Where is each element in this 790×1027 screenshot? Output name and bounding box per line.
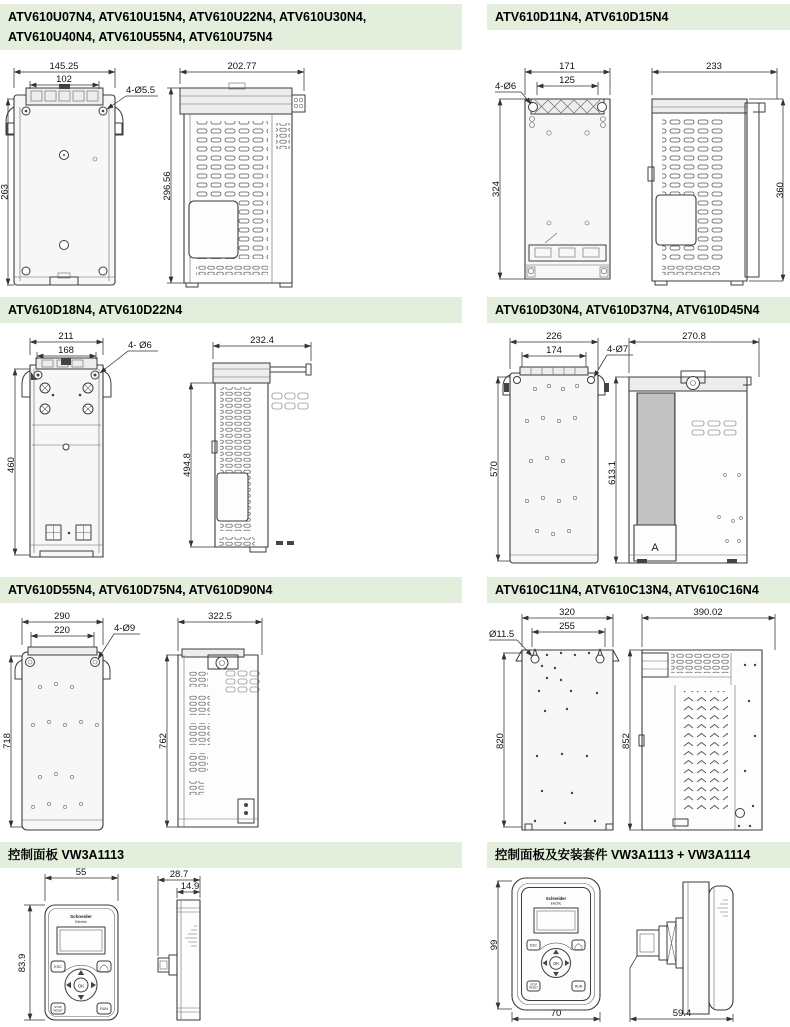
keypad-front-view	[45, 905, 118, 1020]
frame-size-label: A	[651, 542, 659, 554]
dim-label: 202.77	[227, 61, 257, 72]
dim-label: 83.9	[17, 953, 28, 973]
dim-label: 494.8	[182, 453, 193, 477]
dim-label: 226	[546, 331, 562, 342]
dim-label: 59.4	[672, 1008, 692, 1019]
section-atv610d55	[0, 577, 462, 838]
keypad-side-view	[158, 900, 200, 1020]
dim-label: 460	[6, 457, 17, 473]
section-title: 控制面板及安装套件 VW3A1113 + VW3A1114	[487, 842, 790, 868]
brand-logo: Schneider	[545, 896, 567, 901]
side-view	[639, 650, 762, 830]
side-view	[180, 83, 305, 287]
dim-label: 168	[58, 345, 74, 356]
keypad-front-view	[512, 878, 600, 1010]
dim-label: 255	[559, 621, 575, 632]
section-atv610d18	[0, 297, 462, 573]
section-atv610c11	[487, 577, 790, 838]
section-title: ATV610U07N4, ATV610U15N4, ATV610U22N4, ATV610U30N4, ATV610U40N4, ATV610U55N4, ATV610U75N4	[0, 4, 462, 50]
dim-label: 270.8	[682, 331, 706, 342]
section-keypad-kit	[487, 842, 790, 1027]
holes-callout-label: 4-Ø6	[495, 81, 517, 92]
section-title: 控制面板 VW3A1113	[0, 842, 462, 868]
dim-label: 852	[621, 733, 632, 749]
front-view	[516, 649, 619, 830]
dim-label: 324	[491, 181, 502, 197]
dim-label: 174	[546, 345, 562, 356]
holes-callout-label: 4- Ø6	[128, 340, 152, 351]
dimension-drawing-atv610c11	[487, 605, 790, 838]
front-view	[22, 358, 111, 557]
front-view	[15, 647, 110, 830]
dim-label: 145.25	[49, 61, 79, 72]
esc-label: ESC	[54, 965, 62, 969]
section-title: ATV610C11N4, ATV610C13N4, ATV610C16N4	[487, 577, 790, 603]
dim-label: 233	[706, 61, 722, 72]
dim-label: 360	[775, 182, 786, 198]
ok-label: OK	[552, 961, 560, 967]
brand-logo-line2: Electric	[75, 920, 87, 924]
holes-callout-label: 4-Ø7	[607, 344, 629, 355]
section-atv610u07	[0, 4, 462, 292]
dim-label: 263	[0, 184, 11, 200]
holes-callout-label: Ø11.5	[489, 629, 515, 640]
dim-label: 296.56	[162, 171, 173, 201]
dimension-drawing-keypad-kit	[487, 868, 790, 1027]
dim-label: 820	[495, 733, 506, 749]
dim-label: 171	[559, 61, 575, 72]
front-view	[6, 84, 123, 285]
dim-label: 390.02	[693, 607, 723, 618]
dim-label: 762	[158, 733, 169, 749]
holes-callout-label: 4-Ø9	[114, 623, 136, 634]
holes-callout-label: 4-Ø5.5	[126, 85, 156, 96]
section-atv610d11	[487, 4, 790, 292]
dimension-drawing-keypad	[0, 868, 462, 1027]
dim-label: 55	[75, 868, 87, 878]
section-keypad	[0, 842, 462, 1027]
dim-label: 125	[559, 75, 575, 86]
reset-label: RESET	[53, 1008, 63, 1013]
side-view	[212, 363, 311, 552]
dim-label: 70	[550, 1008, 562, 1019]
dim-label: 290	[54, 611, 70, 622]
dim-label: 99	[489, 939, 500, 951]
connector-plug	[158, 958, 169, 972]
dim-label: 14.9	[180, 881, 200, 892]
dimension-drawing-atv610d18	[0, 325, 462, 573]
stop-label: STOP	[529, 983, 538, 987]
ok-label: OK	[77, 983, 85, 989]
dimension-drawing-atv610d11	[487, 55, 790, 292]
section-title: ATV610D55N4, ATV610D75N4, ATV610D90N4	[0, 577, 462, 603]
brand-logo-line2: Electric	[550, 901, 562, 906]
section-title: ATV610D11N4, ATV610D15N4	[487, 4, 790, 30]
section-atv610d30	[487, 297, 790, 573]
dim-label: 570	[489, 461, 500, 477]
dim-label: 211	[58, 331, 74, 342]
run-label: RUN	[574, 984, 583, 989]
dim-label: 718	[2, 733, 13, 749]
dim-label: 322.5	[208, 611, 232, 622]
run-label: RUN	[100, 1007, 108, 1011]
brand-logo: Schneider	[70, 914, 92, 919]
dim-label: 102	[56, 74, 72, 85]
front-view	[525, 99, 610, 279]
dimension-drawing-atv610u07	[0, 55, 462, 292]
dim-label: 220	[54, 625, 70, 636]
section-title: ATV610D30N4, ATV610D37N4, ATV610D45N4	[487, 297, 790, 323]
dim-label: 232.4	[250, 335, 274, 346]
dimension-drawing-atv610d30	[487, 325, 790, 573]
side-view	[178, 649, 259, 827]
esc-label: ESC	[530, 943, 537, 948]
front-view	[503, 367, 609, 563]
reset-label: RESET	[529, 986, 538, 990]
dim-label: 28.7	[169, 869, 189, 880]
side-view	[629, 371, 751, 563]
dimension-drawing-atv610d55	[0, 605, 462, 838]
dim-label: 613.1	[607, 461, 618, 485]
dim-label: 320	[559, 607, 575, 618]
stop-label: STOP	[54, 1005, 62, 1009]
keypad-side-view	[630, 882, 733, 1014]
section-title: ATV610D18N4, ATV610D22N4	[0, 297, 462, 323]
side-view	[648, 99, 765, 285]
